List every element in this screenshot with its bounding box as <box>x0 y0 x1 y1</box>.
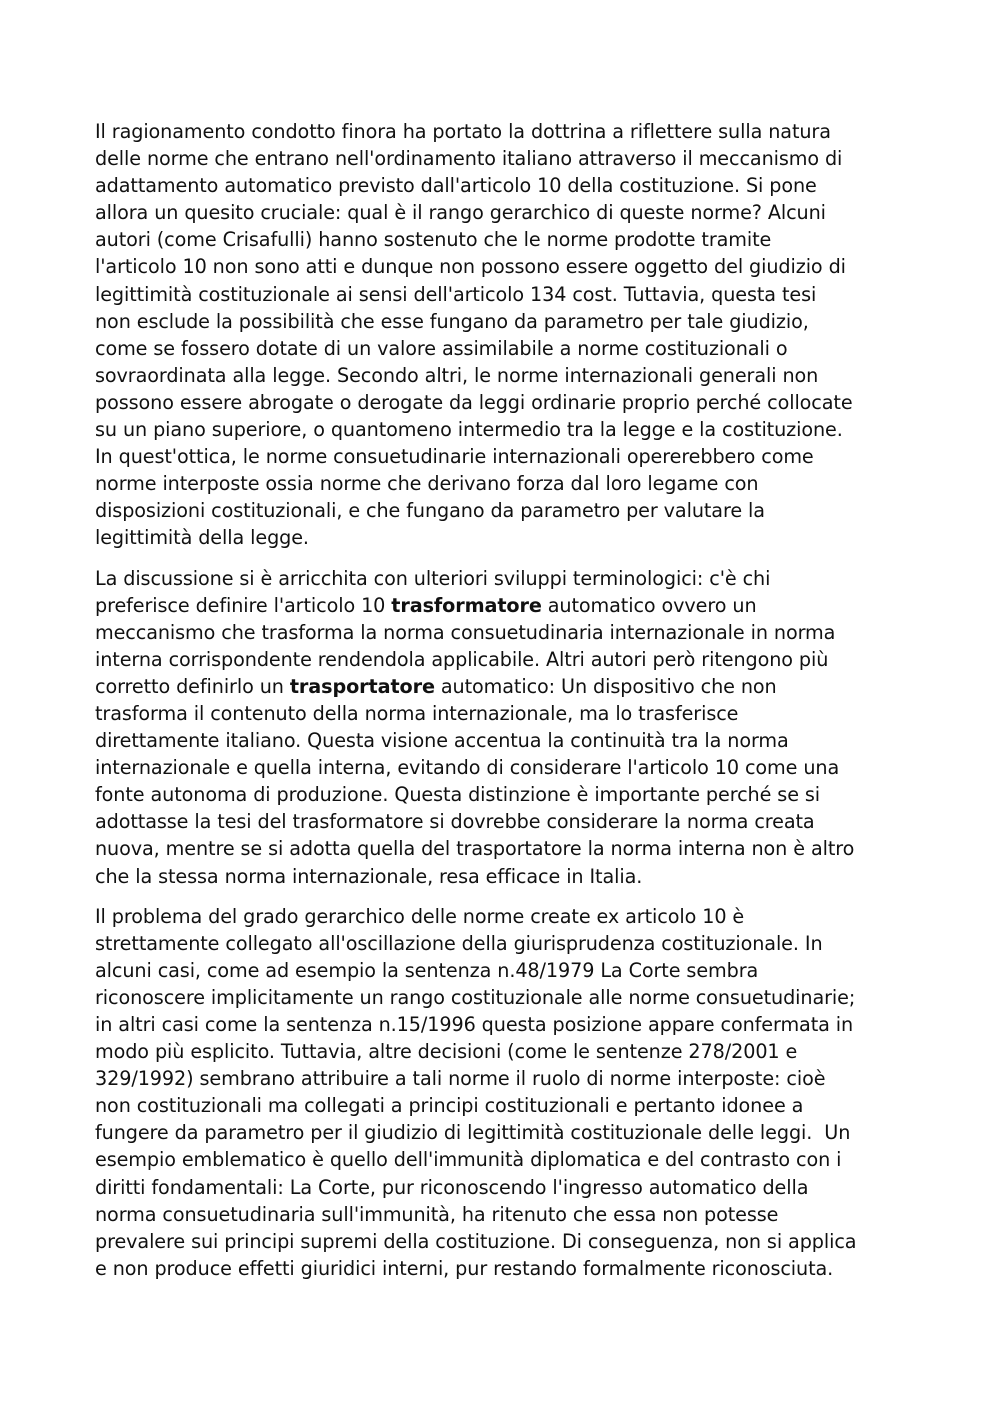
text-line: La discussione si è arricchita con ulteriori sviluppi terminologici: c'è chi <box>95 566 771 590</box>
text-line: Il problema del grado gerarchico delle norme create ex articolo 10 è <box>95 904 745 928</box>
text-line: Il ragionamento condotto finora ha portato la dottrina a riflettere sulla natura <box>95 120 831 143</box>
text-line: riconoscere implicitamente un rango costituzionale alle norme consuetudinarie; <box>95 985 856 1009</box>
bold-term-trasportatore: trasportatore <box>289 674 435 698</box>
text-line: alcuni casi, come ad esempio la sentenza n.48/1979 La Corte sembra <box>95 958 759 982</box>
text-segment: preferisce definire l'articolo 10 <box>95 593 392 617</box>
paragraph-2 <box>95 565 910 890</box>
document-page <box>95 118 910 1295</box>
text-line: che la stessa norma internazionale, resa efficace in Italia. <box>95 864 643 888</box>
text-line: in altri casi come la sentenza n.15/1996 questa posizione appare confermata in <box>95 1013 854 1036</box>
text-line: modo più esplicito. Tuttavia, altre decisioni (come le sentenze 278/2001 e <box>95 1040 798 1064</box>
text-line: non esclude la possibilità che esse fungano da parametro per tale giudizio, <box>95 309 809 333</box>
text-line: l'articolo 10 non sono atti e dunque non possono essere oggetto del giudizio di <box>95 255 846 279</box>
text-line: internazionale e quella interna, evitando di considerare l'articolo 10 come una <box>95 756 840 780</box>
text-line: prevalere sui principi supremi della costituzione. Di conseguenza, non si applica <box>95 1229 857 1253</box>
text-line: trasforma il contenuto della norma internazionale, ma lo trasferisce <box>95 701 739 725</box>
text-line: possono essere abrogate o derogate da leggi ordinarie proprio perché collocate <box>95 390 853 414</box>
text-segment: automatico: Un dispositivo che non <box>434 674 777 698</box>
text-line <box>95 673 910 700</box>
text-line: adattamento automatico previsto dall'articolo 10 della costituzione. Si pone <box>95 174 817 198</box>
text-line: disposizioni costituzionali, e che fungano da parametro per valutare la <box>95 499 765 523</box>
text-line: diritti fondamentali: La Corte, pur riconoscendo l'ingresso automatico della <box>95 1175 809 1199</box>
text-line: autori (come Crisafulli) hanno sostenuto che le norme prodotte tramite <box>95 228 772 252</box>
text-line: strettamente collegato all'oscillazione della giurisprudenza costituzionale. In <box>95 931 823 955</box>
paragraph-3 <box>95 903 910 1282</box>
text-line: 329/1992) sembrano attribuire a tali norme il ruolo di norme interposte: cioè <box>95 1067 826 1091</box>
bold-term-trasformatore: trasformatore <box>391 593 542 617</box>
text-segment: automatico ovvero un <box>541 593 757 617</box>
text-line: legittimità della legge. <box>95 526 309 550</box>
paragraph-1 <box>95 118 910 552</box>
text-line: esempio emblematico è quello dell'immunità diplomatica e del contrasto con i <box>95 1148 842 1172</box>
text-line: delle norme che entrano nell'ordinamento italiano attraverso il meccanismo di <box>95 147 843 171</box>
text-line: norme interposte ossia norme che derivano forza dal loro legame con <box>95 472 759 496</box>
text-line: norma consuetudinaria sull'immunità, ha ritenuto che essa non potesse <box>95 1202 779 1226</box>
text-line: direttamente italiano. Questa visione accentua la continuità tra la norma <box>95 729 789 753</box>
text-line: meccanismo che trasforma la norma consuetudinaria internazionale in norma <box>95 620 836 644</box>
text-line: fonte autonoma di produzione. Questa distinzione è importante perché se si <box>95 783 821 807</box>
text-line: non costituzionali ma collegati a principi costituzionali e pertanto idonee a <box>95 1094 804 1118</box>
text-line: fungere da parametro per il giudizio di legittimità costituzionale delle leggi. Un <box>95 1121 851 1145</box>
text-line: e non produce effetti giuridici interni, pur restando formalmente riconosciuta. <box>95 1256 834 1280</box>
text-line: nuova, mentre se si adotta quella del trasportatore la norma interna non è altro <box>95 837 855 861</box>
text-line: su un piano superiore, o quantomeno intermedio tra la legge e la costituzione. <box>95 418 843 442</box>
text-line: interna corrispondente rendendola applicabile. Altri autori però ritengono più <box>95 647 829 671</box>
text-line: In quest'ottica, le norme consuetudinarie internazionali opererebbero come <box>95 445 814 469</box>
text-line: legittimità costituzionale ai sensi dell'articolo 134 cost. Tuttavia, questa tesi <box>95 282 817 306</box>
text-line: adottasse la tesi del trasformatore si dovrebbe considerare la norma creata <box>95 810 815 834</box>
text-line <box>95 592 910 619</box>
text-line: come se fossero dotate di un valore assimilabile a norme costituzionali o <box>95 336 788 360</box>
text-line: allora un quesito cruciale: qual è il rango gerarchico di queste norme? Alcuni <box>95 201 826 225</box>
text-line: sovraordinata alla legge. Secondo altri, le norme internazionali generali non <box>95 363 819 387</box>
text-segment: corretto definirlo un <box>95 674 290 698</box>
